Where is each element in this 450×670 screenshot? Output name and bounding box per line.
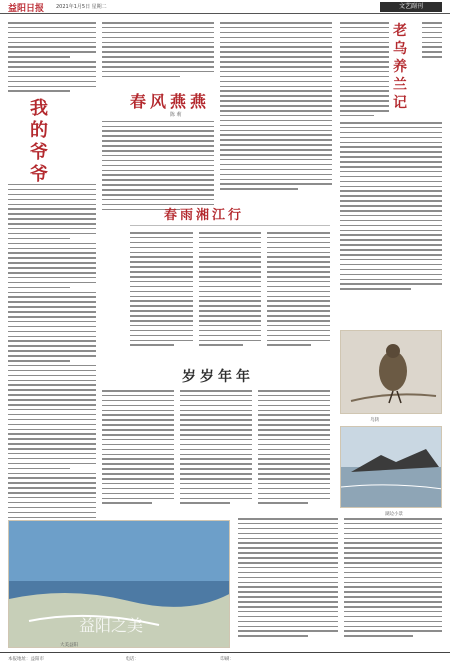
page-header <box>0 0 450 14</box>
title-block <box>102 360 332 390</box>
seascape-photo <box>340 426 442 508</box>
text-block <box>8 22 96 92</box>
title-block <box>340 22 442 122</box>
photo-watermark: 益阳之美 <box>79 616 144 635</box>
text-block <box>267 232 330 349</box>
issue-line: 2021年1月5日 星期二 <box>56 4 107 10</box>
footer-printing: 印刷： <box>220 657 234 662</box>
byline: 陈 莉 <box>170 111 182 118</box>
text-block <box>199 232 262 349</box>
text-block <box>130 232 193 349</box>
page-footer <box>0 652 450 670</box>
title-block <box>130 200 330 226</box>
text-block <box>340 122 442 290</box>
masthead: 益阳日报 <box>8 4 45 14</box>
article-title: 我的爷爷 <box>30 97 48 185</box>
text-block <box>102 390 174 507</box>
article-title: 春雨湘江行 <box>164 208 245 223</box>
text-block <box>422 22 442 122</box>
text-block <box>220 22 332 190</box>
text-block <box>8 184 96 528</box>
bird-photo <box>340 330 442 414</box>
text-block <box>102 121 214 211</box>
photo-caption: 乌鸫 <box>370 418 379 423</box>
article-new-year <box>102 360 332 510</box>
column-bottom-right <box>344 518 442 648</box>
title-block <box>8 97 96 185</box>
footer-phone: 电话： <box>125 657 139 662</box>
column-right <box>340 22 442 332</box>
photo-caption: 湖边小景 <box>385 512 403 517</box>
text-block <box>340 22 389 122</box>
title-block <box>102 81 214 121</box>
column-bottom-middle <box>238 518 338 648</box>
article-title: 老乌养兰记 <box>392 23 407 111</box>
text-block <box>238 518 338 637</box>
column-3 <box>220 22 332 202</box>
article-title: 岁岁年年 <box>182 369 254 385</box>
text-block <box>344 518 442 637</box>
article-title: 春风燕燕 <box>130 91 211 111</box>
landscape-illustration <box>9 521 230 648</box>
footer-address: 本报地址：益阳市 <box>8 657 44 662</box>
photo-caption: 大美益阳 <box>60 643 78 648</box>
landscape-photo <box>8 520 230 648</box>
section-label: 文艺副刊 <box>380 2 442 12</box>
text-block <box>180 390 252 507</box>
bird-illustration <box>341 331 442 414</box>
article-spring-rain <box>130 200 330 355</box>
text-block <box>258 390 330 507</box>
seascape-illustration <box>341 427 442 508</box>
text-block <box>102 22 214 77</box>
